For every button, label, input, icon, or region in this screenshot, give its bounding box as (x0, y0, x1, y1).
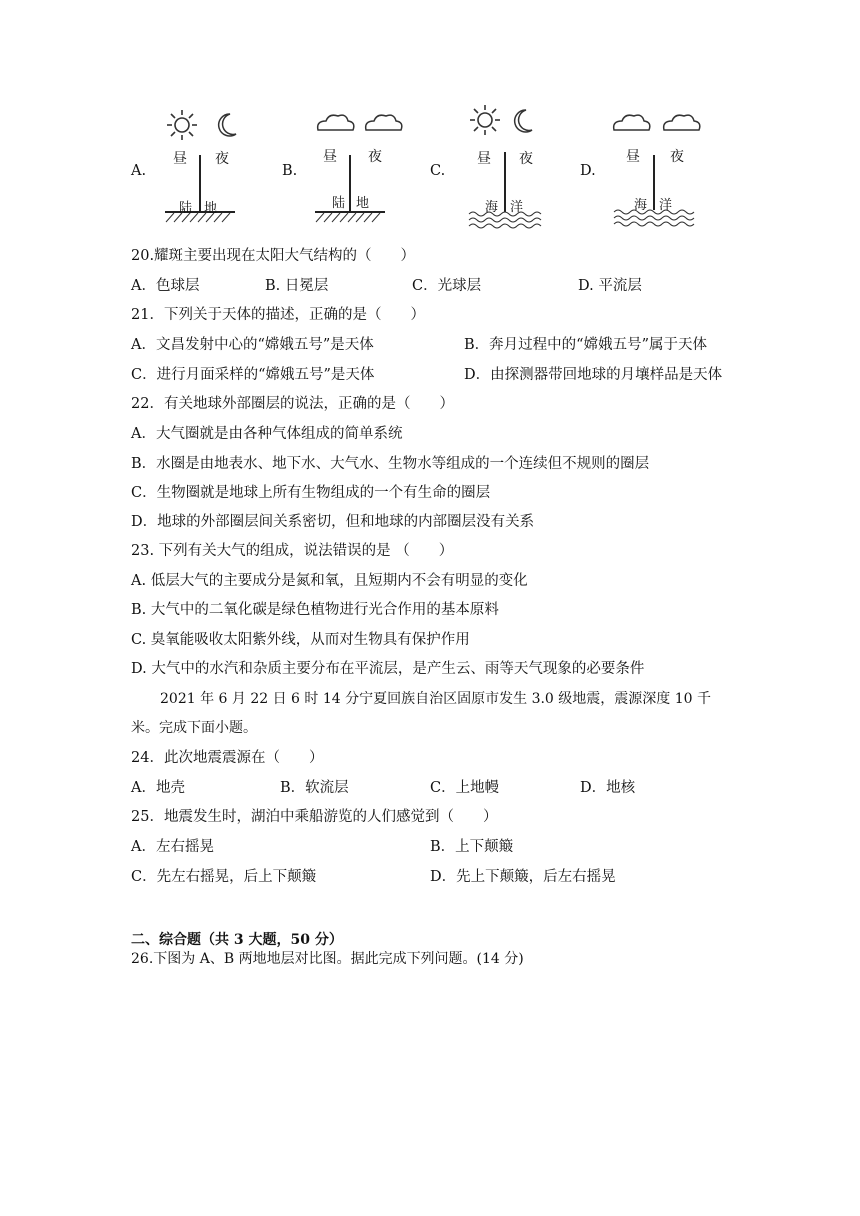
question-20-stem: 20.耀斑主要出现在太阳大气结构的（ ） (131, 248, 416, 264)
q25-option-b: B．上下颠簸 (430, 839, 514, 855)
question-23-stem: 23. 下列有关大气的组成，说法错误的是 （ ） (131, 543, 454, 559)
q25-option-d: D．先上下颠簸，后左右摇晃 (430, 869, 616, 885)
q24-option-a: A．地壳 (131, 780, 185, 796)
question-22-stem: 22．有关地球外部圈层的说法，正确的是（ ） (131, 396, 454, 412)
q23-option-d: D. 大气中的水汽和杂质主要分布在平流层，是产生云、雨等天气现象的必要条件 (131, 661, 645, 677)
q25-option-a: A．左右摇晃 (131, 839, 214, 855)
ground-label: 陆 (332, 196, 346, 211)
option-label-b: B. (282, 163, 298, 179)
night-label: 夜 (670, 149, 684, 165)
ground-label: 陆 (179, 201, 193, 216)
ground-label: 海 (634, 198, 648, 213)
sun-icon (465, 100, 605, 238)
option-label-a: A. (131, 163, 147, 179)
figure-option-c (465, 100, 605, 238)
ground-label-2: 地 (356, 196, 370, 211)
day-label: 昼 (323, 149, 337, 165)
day-label: 昼 (477, 151, 491, 167)
q23-option-b: B. 大气中的二氧化碳是绿色植物进行光合作用的基本原料 (131, 602, 499, 618)
figure-option-a (160, 100, 300, 238)
q22-option-b: B．水圈是由地表水、地下水、大气水、生物水等组成的一个连续但不规则的圈层 (131, 456, 650, 472)
cloud-icon (610, 100, 750, 238)
q21-option-a: A．文昌发射中心的“嫦娥五号”是天体 (131, 337, 374, 353)
option-label-c: C. (430, 163, 446, 179)
q25-option-c: C．先左右摇晃，后上下颠簸 (131, 869, 317, 885)
day-label: 昼 (173, 151, 187, 167)
question-25-stem: 25．地震发生时，湖泊中乘船游览的人们感觉到（ ） (131, 809, 498, 825)
night-label: 夜 (215, 151, 229, 167)
day-label: 昼 (626, 149, 640, 165)
q21-option-c: C．进行月面采样的“嫦娥五号”是天体 (131, 367, 375, 383)
q24-option-b: B．软流层 (280, 780, 349, 796)
q21-option-b: B．奔月过程中的“嫦娥五号”属于天体 (464, 337, 707, 353)
q23-option-c: C. 臭氧能吸收太阳紫外线，从而对生物具有保护作用 (131, 632, 470, 648)
q20-option-d: D. 平流层 (578, 278, 642, 294)
q20-option-c: C．光球层 (412, 278, 482, 294)
night-label: 夜 (519, 151, 533, 167)
q22-option-d: D．地球的外部圈层间关系密切，但和地球的内部圈层没有关系 (131, 514, 535, 530)
question-21-stem: 21．下列关于天体的描述，正确的是（ ） (131, 307, 425, 323)
cloud-icon (310, 100, 450, 238)
q20-option-b: B. 日冕层 (265, 278, 329, 294)
q20-option-a: A．色球层 (131, 278, 200, 294)
q22-option-a: A．大气圈就是由各种气体组成的简单系统 (131, 426, 403, 442)
q23-option-a: A. 低层大气的主要成分是氮和氧，且短期内不会有明显的变化 (131, 573, 528, 589)
q21-option-d: D．由探测器带回地球的月壤样品是天体 (464, 367, 723, 383)
ground-label-2: 洋 (510, 200, 524, 215)
question-26-stem: 26.下图为 A、B 两地地层对比图。据此完成下列问题。(14 分) (131, 951, 524, 967)
figure-option-d (610, 100, 750, 238)
q24-option-c: C．上地幔 (430, 780, 500, 796)
passage-line-2: 米。完成下面小题。 (131, 720, 257, 736)
passage-line-1: 2021 年 6 月 22 日 6 时 14 分宁夏回族自治区固原市发生 3.0 级地震，震源深度 10 千 (160, 691, 712, 707)
q24-option-d: D．地核 (580, 780, 636, 796)
q22-option-c: C．生物圈就是地球上所有生物组成的一个有生命的圈层 (131, 485, 491, 501)
option-label-d: D. (580, 163, 596, 179)
section-2-title: 二、综合题（共 3 大题，50 分） (131, 932, 343, 948)
ground-label-2: 地 (204, 201, 218, 216)
question-24-stem: 24．此次地震震源在（ ） (131, 750, 324, 766)
ground-label-2: 洋 (659, 198, 673, 213)
ground-label: 海 (485, 200, 499, 215)
sun-icon (160, 100, 300, 238)
figure-option-b (310, 100, 450, 238)
night-label: 夜 (368, 149, 382, 165)
